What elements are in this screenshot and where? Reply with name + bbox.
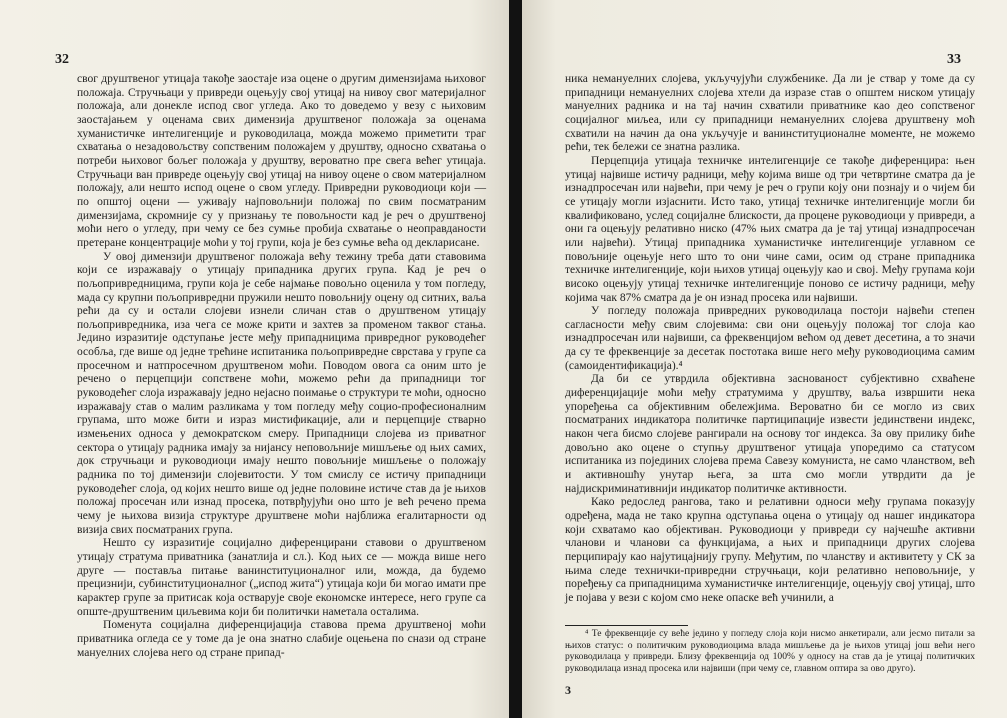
paragraph: ника немануелних слојева, укључујући службенике. Да ли је ствар у томе да су припадници немануелних слојева хтели да изразе став о општем ниском утицају мануелних радника и на тај начин схватили приватнике као део сопственог социјалног миљеа, или су припадници немануелних слојева друштвену моћ схватили на начин да она укључује и ванинституционалне моменте, не можемо рећи, тек бележи се знатна разлика. xyxy=(565,73,975,154)
body-text xyxy=(565,73,975,606)
signature-mark: 3 xyxy=(565,683,571,697)
paragraph: Нешто су изразитије социјално диференцирани ставови о друштвеном утицају стратума приватника (занатлија и сл.). Код њих се — можда више него друге — поставља питање ванинституционалног или, можда, да будемо прецизнији, субинституционалног („испод жита“) утицаја који би могао имати пре карактер групе за притисак која остварује своје економске интересе, него групе са опште-друштвеним циљевима који би политички наметала осталима. xyxy=(77,537,486,618)
page-number: 33 xyxy=(947,52,961,67)
paragraph: Поменута социјална диференцијација ставова према друштвеној моћи приватника огледа се у томе да је она знатно слабије оцењена по снази од стране мануелних слојева него од стране припад- xyxy=(77,619,486,659)
paragraph: Да би се утврдила објективна заснованост субјективно схваћене диференцијације моћи међу стратумима у друштву, ваља извршити нека упоређења са објективним обележјима. Вероватно би се могло из свих посматраних индикатора политичке партиципације извести јединствени индекс, након чега бисмо слојеве рангирали на основу тог индекса. За ову прилику биће довољно ако оцене о ступњу друштвеног утицаја упоредимо са статусом испитаника из појединих слојева према Савезу комуниста, не само чланством, већ и активношћу унутар њега, за шта смо могли утврдити да је најдискриминативнији индикатор политичке активности. xyxy=(565,373,975,495)
paragraph: У погледу положаја привредних руководилаца постоји највећи степен сагласности међу свим слојевима: сви они оцењују положај тог слоја као изнадпросечан или највиши, са фреквенцијом већом од девет десетина, а то значи да су те фреквенције за десетак постотака више него међу руководиоцима самим (самоидентификација).⁴ xyxy=(565,305,975,372)
footnote-text: ⁴ Те фреквенције су веће једино у погледу слоја који нисмо анкетирали, али јесмо питали за њихов статус: о политичким руководиоцима влада мишљење да је њихов утицај још већи него руководилаца у привреди. Близу фреквенција од 100% у односу на став да је утицај политичких руководилаца изнад просека или највиши (при чему се, главном оптира за ово друго). xyxy=(565,628,975,674)
footnote-rule xyxy=(565,625,688,626)
paragraph: Перцепција утицаја техничке интелигенције се такође диференцира: њен утицај највише истичу радници, међу којима више од три четвртине сматра да је изнадпросечан или највећи, при чему је реч о групи коју они познају и о чијем би се утицају могли изјаснити. Исто тако, утицај техничке интелигенције могли би квалификовано, услед социјалне блискости, да процене руководиоци у привреди, а они га оцењују релативно ниско (47% њих сматра да је тај утицај изнадпросечан или највећи). Утицај припадника хуманистичке интелигенције углавном се повољније оцењује него што то они чине сами, осим од стране припадника техничке интелигенције, који њихов утицај оцењују као и свој. Међу групама који високо оцењују утицај техничке интелигенције поново се истичу радници, међу којима чак 87% сматра да је он изнад просека или највиши. xyxy=(565,154,975,304)
paragraph: Како редослед рангова, тако и релативни односи међу групама показују одређена, мада не тако крупна одступања оцена о утицају од нашег индикатора који схватамо као објективан. Руководиоци у привреди су најчешће активни чланови и чланови са функцијама, а њих и припадници других слојева перципирају као најутицајнију групу. Међутим, по чланству и активитету у СК за њима следе технички-привредни стручњаци, који релативно неповољније, у поређењу са припадницима хуманистичке интелигенције, оцењују свој утицај, што је појава у вези с којом смо неке опаске већ учинили, а xyxy=(565,496,975,604)
paragraph: свог друштвеног утицаја такође заостаје иза оцене о другим димензијама њиховог положаја. Стручњаци у привреди оцењују свој утицај на нивоу свог материјалног положаја, али донекле испод свог угледа. Ако то доведемо у везу с њиховим заостајањем у оценама свих димензија друштвеног положаја за оценама хуманистичке интелигенције и руководилаца, можда можемо приметити траг схватања о незадовољству сопственим положајем у друштву, односно схватања о потреби њиховог бољег положаја у друштву, вероватно пре свега већег утицаја. Стручњаци ван привреде оцењују свој утицај на нивоу оцене о свом материјалном положају, али нешто испод оцене о свом угледу. Привредни руководиоци који — по општој оцени — уживају најповољнији положај по свим посматраним димензијама, скромније су у признању те повољности кад је реч о друштвеној моћи него о угледу, при чему се без сумње пробија схватање о неоправданости претеране концентрације моћи у тој групи, која је без сумње већа од декларисане. xyxy=(77,73,486,249)
paragraph: У овој димензији друштвеног положаја већу тежину треба дати ставовима који се изражавају о утицају припадника других група. Кад је реч о пољопривредницима, групи која је себе најмање повољно оценила у том погледу, мада су крупни пољопривредни пружили нешто повољнију оцену од ситних, ваља рећи да су и остали слојеви изнели сличан став о друштвеном утицају пољопривредника, иза чега се може крити и захтев за променом таквог стања. Једино изразитије одступање јесте међу припадницима привредног руководећег особља, где више од једне трећине испитаника пољопривредне сврстава у групе са просечном и натпросечном друштвеном моћи. Поводом овога са оним што је речено о перцепцији сопствене моћи, можемо рећи да припадници тог руководећег слоја изражавају једно нејасно поимање о структури те моћи, односно изражавају став о малим разликама у том погледу међу социо-професионалним групама, што може бити и израз мистификације, али и перцепције стварно измењених односа у демократском смеру. Припадници слојева из приватног сектора о утицају радника имају за нијансу неповољније мишљење од њих самих, док стручњаци и руководиоци имају нешто повољније мишљење о положају радника по тој димензији слојевитости. У том смислу се истичу припадници руководећег слоја, од којих нешто више од једне половине истиче став да је њихов положај просечан или изнад просека, потврђујући оно што је већ речено према чему је њихова визија структуре друштвене моћи најближа егалитарности од визија свих посматраних група. xyxy=(77,250,486,536)
footnote xyxy=(565,628,975,674)
page-number: 32 xyxy=(55,52,69,67)
book-gutter xyxy=(509,0,522,718)
body-text xyxy=(77,73,486,660)
right-page xyxy=(522,0,1007,718)
